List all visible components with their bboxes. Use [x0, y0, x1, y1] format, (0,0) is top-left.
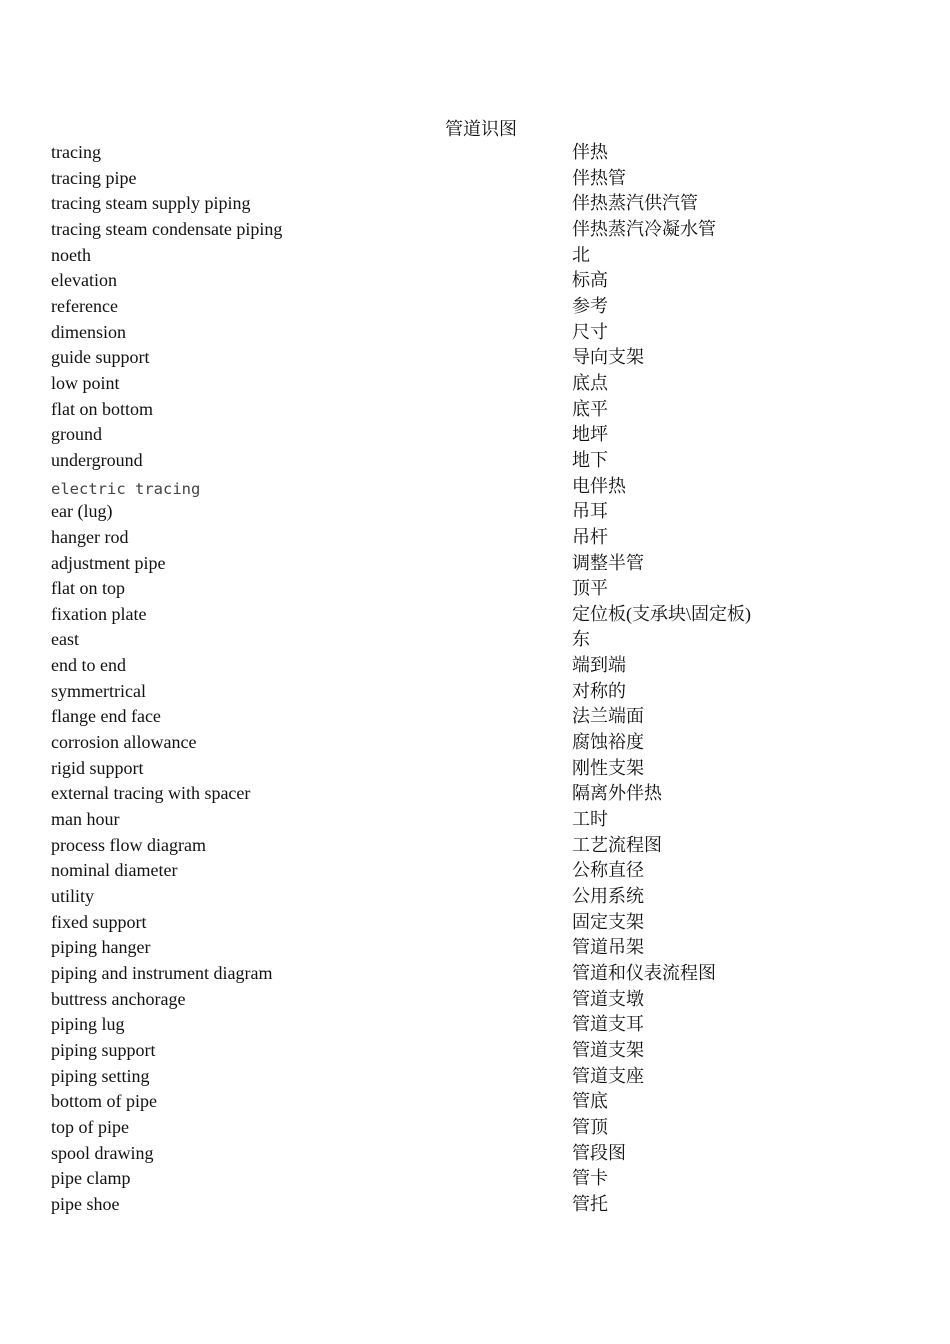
glossary-row	[51, 191, 911, 217]
chinese-term: 刚性支架	[572, 757, 644, 778]
english-term: nominal diameter	[51, 860, 178, 881]
glossary-row	[51, 756, 911, 782]
chinese-term: 公称直径	[572, 860, 644, 881]
chinese-term: 底平	[572, 398, 608, 419]
document-title: 管道识图	[445, 119, 517, 139]
english-term: top of pipe	[51, 1116, 129, 1137]
glossary-row	[51, 961, 911, 987]
glossary-list	[51, 140, 911, 1218]
english-term: reference	[51, 295, 118, 316]
glossary-row	[51, 1192, 911, 1218]
chinese-term: 地坪	[572, 424, 608, 445]
glossary-row	[51, 653, 911, 679]
english-term: piping lug	[51, 1014, 125, 1035]
english-term: elevation	[51, 270, 117, 291]
glossary-row	[51, 910, 911, 936]
chinese-term: 吊耳	[572, 501, 608, 522]
glossary-row	[51, 1038, 911, 1064]
english-term: adjustment pipe	[51, 552, 166, 573]
english-term: guide support	[51, 347, 150, 368]
english-term: fixed support	[51, 911, 147, 932]
english-term: spool drawing	[51, 1142, 154, 1163]
glossary-row	[51, 1166, 911, 1192]
chinese-term: 管道支墩	[572, 988, 644, 1009]
chinese-term: 东	[572, 629, 590, 650]
glossary-row	[51, 422, 911, 448]
chinese-term: 管顶	[572, 1116, 608, 1137]
glossary-row	[51, 1012, 911, 1038]
english-term: end to end	[51, 655, 126, 676]
english-term: east	[51, 629, 79, 650]
glossary-row	[51, 833, 911, 859]
glossary-row	[51, 525, 911, 551]
english-term: buttress anchorage	[51, 988, 186, 1009]
chinese-term: 管道和仪表流程图	[572, 963, 716, 983]
chinese-term: 定位板(支承块\固定板)	[572, 603, 751, 624]
chinese-term: 伴热蒸汽供汽管	[572, 193, 698, 214]
chinese-term: 腐蚀裕度	[572, 732, 644, 753]
chinese-term: 参考	[572, 295, 608, 316]
chinese-term: 北	[572, 244, 590, 265]
chinese-term: 顶平	[572, 578, 608, 599]
glossary-row	[51, 499, 911, 525]
glossary-row	[51, 268, 911, 294]
glossary-row	[51, 551, 911, 577]
glossary-row	[51, 371, 911, 397]
glossary-row	[51, 935, 911, 961]
english-term: flat on bottom	[51, 398, 153, 419]
english-term: rigid support	[51, 757, 144, 778]
english-term: pipe clamp	[51, 1168, 131, 1189]
chinese-term: 管道支座	[572, 1065, 644, 1086]
english-term: man hour	[51, 809, 120, 830]
english-term: tracing steam condensate piping	[51, 218, 283, 239]
english-term: tracing pipe	[51, 167, 137, 188]
chinese-term: 工艺流程图	[572, 834, 662, 855]
english-term: process flow diagram	[51, 834, 206, 855]
chinese-term: 地下	[572, 449, 608, 470]
english-term: piping hanger	[51, 937, 151, 958]
glossary-row	[51, 140, 911, 166]
english-term: piping setting	[51, 1065, 150, 1086]
glossary-row	[51, 1115, 911, 1141]
glossary-row	[51, 858, 911, 884]
chinese-term: 电伴热	[572, 475, 626, 496]
chinese-term: 公用系统	[572, 886, 644, 907]
glossary-row	[51, 1089, 911, 1115]
glossary-row	[51, 320, 911, 346]
english-term: ground	[51, 424, 102, 445]
glossary-row	[51, 627, 911, 653]
english-term: electric tracing	[51, 479, 201, 498]
chinese-term: 对称的	[572, 680, 626, 701]
chinese-term: 吊杆	[572, 526, 608, 547]
english-term: noeth	[51, 244, 91, 265]
glossary-row	[51, 602, 911, 628]
english-term: symmertrical	[51, 680, 146, 701]
glossary-row	[51, 166, 911, 192]
english-term: pipe shoe	[51, 1193, 120, 1214]
glossary-row	[51, 397, 911, 423]
english-term: utility	[51, 886, 95, 907]
english-term: dimension	[51, 321, 126, 342]
chinese-term: 管道吊架	[572, 937, 644, 958]
chinese-term: 调整半管	[572, 552, 644, 573]
glossary-row	[51, 1064, 911, 1090]
english-term: external tracing with spacer	[51, 783, 251, 804]
glossary-row	[51, 294, 911, 320]
english-term: flange end face	[51, 706, 161, 727]
english-term: tracing	[51, 142, 101, 162]
glossary-row	[51, 884, 911, 910]
glossary-row	[51, 243, 911, 269]
chinese-term: 管卡	[572, 1168, 608, 1189]
chinese-term: 工时	[572, 809, 608, 830]
glossary-row	[51, 448, 911, 474]
glossary-row	[51, 781, 911, 807]
glossary-row	[51, 679, 911, 705]
chinese-term: 固定支架	[572, 911, 644, 932]
chinese-term: 端到端	[572, 655, 626, 676]
english-term: flat on top	[51, 578, 125, 599]
english-term: hanger rod	[51, 526, 129, 547]
english-term: corrosion allowance	[51, 732, 197, 753]
english-term: underground	[51, 449, 143, 470]
glossary-row	[51, 704, 911, 730]
english-term: piping and instrument diagram	[51, 963, 273, 983]
chinese-term: 伴热蒸汽冷凝水管	[572, 218, 716, 239]
glossary-row	[51, 807, 911, 833]
glossary-row	[51, 474, 911, 500]
english-term: piping support	[51, 1039, 156, 1060]
chinese-term: 伴热	[572, 142, 608, 162]
english-term: bottom of pipe	[51, 1091, 157, 1112]
chinese-term: 隔离外伴热	[572, 783, 662, 804]
chinese-term: 导向支架	[572, 347, 644, 368]
glossary-row	[51, 345, 911, 371]
glossary-row	[51, 1141, 911, 1167]
english-term: ear (lug)	[51, 501, 113, 522]
chinese-term: 管道支架	[572, 1039, 644, 1060]
chinese-term: 底点	[572, 372, 608, 393]
glossary-row	[51, 730, 911, 756]
english-term: tracing steam supply piping	[51, 193, 251, 214]
english-term: low point	[51, 372, 120, 393]
chinese-term: 管底	[572, 1091, 608, 1112]
chinese-term: 管道支耳	[572, 1014, 644, 1035]
english-term: fixation plate	[51, 603, 147, 624]
glossary-row	[51, 217, 911, 243]
chinese-term: 法兰端面	[572, 706, 644, 727]
glossary-row	[51, 987, 911, 1013]
chinese-term: 管段图	[572, 1142, 626, 1163]
chinese-term: 管托	[572, 1193, 608, 1214]
chinese-term: 伴热管	[572, 167, 626, 188]
chinese-term: 尺寸	[572, 321, 608, 342]
chinese-term: 标高	[572, 270, 608, 291]
glossary-row	[51, 576, 911, 602]
